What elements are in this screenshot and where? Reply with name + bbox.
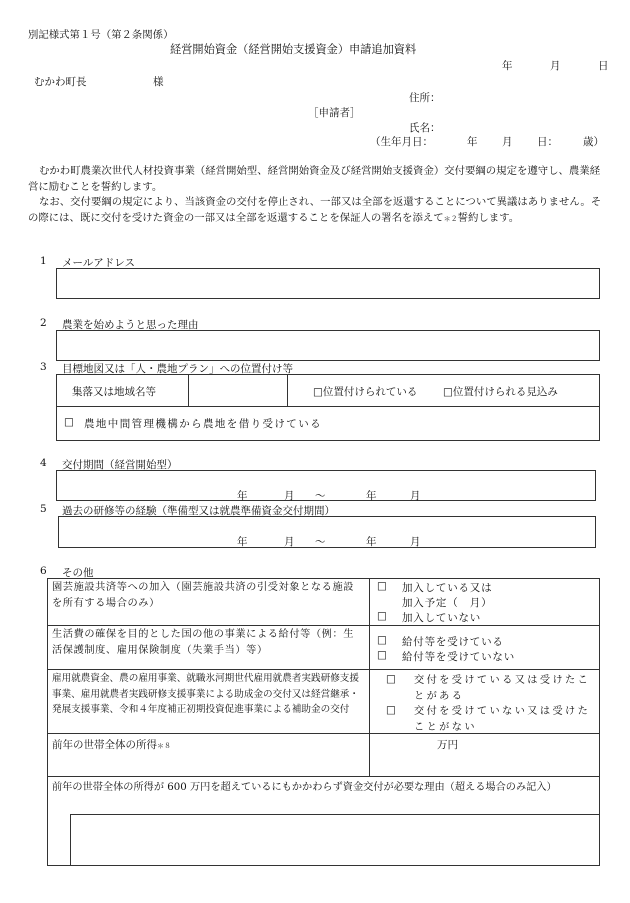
area-name-field[interactable] bbox=[192, 384, 284, 402]
row2-opt2-label: 給付等を受けていない bbox=[402, 651, 515, 663]
birth-month: 月 bbox=[502, 136, 513, 148]
training-to-month: 月 bbox=[410, 536, 421, 548]
date-day: 日 bbox=[598, 60, 609, 72]
row1-opt1b-label: 加入予定（ 月） bbox=[402, 597, 493, 609]
section-2-label: 農業を始めようと思った理由 bbox=[62, 319, 199, 331]
form-number: 別記様式第１号（第２条関係） bbox=[28, 29, 174, 41]
date-year: 年 bbox=[502, 60, 513, 72]
applicant-label: ［申請者］ bbox=[308, 107, 361, 119]
section-5-label: 過去の研修等の経験（準備型又は就農準備資金交付期間） bbox=[62, 505, 335, 517]
row3-opt1-checkbox[interactable]: □ bbox=[386, 673, 396, 685]
training-from-year: 年 bbox=[237, 536, 248, 548]
row2-opt1-label: 給付等を受けている bbox=[402, 636, 504, 648]
birth-age: 歳） bbox=[583, 136, 604, 148]
section-4-number: 4 bbox=[40, 457, 47, 469]
row3-opt1-label: 交付を受けている又は受けたことがある bbox=[414, 675, 591, 702]
row2-question: 生活費の確保を目的とした国の他の事業による給付等（例：生活保護制度、雇用保険制度（失業手当）等） bbox=[52, 629, 355, 656]
row2-opt1-checkbox[interactable]: □ bbox=[377, 634, 387, 646]
grant-period-field[interactable] bbox=[56, 470, 596, 501]
address-label: 住所： bbox=[409, 92, 441, 104]
section-2-number: 2 bbox=[40, 317, 47, 329]
footnote-mark: ＊８ bbox=[157, 742, 171, 750]
training-period-field[interactable] bbox=[58, 516, 596, 548]
section-6-label: その他 bbox=[62, 567, 94, 579]
section-3-label: 目標地図又は「人・農地プラン」への位置付け等 bbox=[62, 363, 293, 375]
document-title: 経営開始資金（経営開始支援資金）申請追加資料 bbox=[170, 43, 417, 56]
grant-tilde: ～ bbox=[315, 490, 326, 502]
reason-field[interactable] bbox=[56, 330, 600, 361]
row3-question: 雇用就農資金、農の雇用事業、就職氷河期世代雇用就農者実践研修支援事業、雇用就農者実践研修支援事業による助成金の交付又は経営継承・発展支援事業、令和４年度補正初期投資促進事業による補助金の交付 bbox=[52, 673, 359, 715]
training-from-month: 月 bbox=[284, 536, 295, 548]
row1-opt2-label: 加入していない bbox=[402, 612, 482, 624]
honorific: 様 bbox=[153, 76, 164, 88]
section-1-number: 1 bbox=[40, 255, 47, 267]
training-to-year: 年 bbox=[366, 536, 377, 548]
birth-year: 年 bbox=[467, 136, 478, 148]
addressee: むかわ町長 bbox=[34, 76, 87, 88]
birth-day: 日： bbox=[537, 136, 558, 148]
row1-opt1-label: 加入している又は bbox=[402, 582, 493, 594]
row1-opt1-checkbox[interactable]: □ bbox=[377, 580, 387, 592]
household-income-label: 前年の世帯全体の所得＊８ bbox=[52, 739, 171, 751]
grant-from-year: 年 bbox=[237, 490, 248, 502]
training-tilde: ～ bbox=[315, 536, 326, 548]
expected-checkbox[interactable]: □位置付けられる見込み bbox=[443, 386, 558, 398]
table-divider bbox=[47, 776, 600, 777]
reason-over-600-label: 前年の世帯全体の所得が 600 万円を超えているにもかかわらず資金交付が必要な理由（超える場合のみ記入） bbox=[52, 782, 557, 793]
area-name-label: 集落又は地域名等 bbox=[72, 386, 156, 398]
grant-to-month: 月 bbox=[410, 490, 421, 502]
row1-question: 園芸施設共済等への加入（園芸施設共済の引受対象となる施設を所有する場合のみ） bbox=[52, 582, 355, 609]
section-5-number: 5 bbox=[40, 503, 47, 515]
email-field[interactable] bbox=[56, 268, 600, 299]
section-3-number: 3 bbox=[40, 361, 47, 373]
household-income-unit: 万円 bbox=[437, 739, 458, 751]
section-4-label: 交付期間（経営開始型） bbox=[62, 459, 178, 471]
date-month: 月 bbox=[550, 60, 561, 72]
table-divider bbox=[369, 578, 370, 776]
table-divider bbox=[188, 374, 189, 406]
row2-opt2-checkbox[interactable]: □ bbox=[377, 649, 387, 661]
reason-over-600-field[interactable] bbox=[70, 814, 600, 866]
section-1-label: メールアドレス bbox=[62, 257, 135, 269]
table-divider bbox=[47, 625, 600, 626]
table-divider bbox=[47, 669, 600, 670]
positioned-checkbox[interactable]: □位置付けられている bbox=[313, 386, 418, 398]
birth-label: （生年月日： bbox=[370, 136, 433, 148]
row3-opt2-checkbox[interactable]: □ bbox=[386, 704, 396, 716]
intro-paragraph-2: なお、交付要綱の規定により、当該資金の交付を停止され、一部又は全部を返還することについて異議はありません。その際には、既に交付を受けた資金の一部又は全部を返還することを保証人の署名を添えて＊２誓約します。 bbox=[28, 196, 602, 224]
row1-opt2-checkbox[interactable]: □ bbox=[377, 610, 387, 622]
footnote-mark: ＊２ bbox=[443, 214, 458, 223]
lease-checkbox[interactable]: □ bbox=[64, 416, 74, 428]
intro-paragraph-1: むかわ町農業次世代人材投資事業（経営開始型、経営開始資金及び経営開始支援資金）交付要綱の規定を遵守し、農業経営に励むことを誓約します。 bbox=[28, 165, 601, 193]
grant-to-year: 年 bbox=[366, 490, 377, 502]
table-divider bbox=[56, 406, 600, 407]
row3-opt2-label: 交付を受けていない又は受けたことがない bbox=[414, 706, 591, 733]
grant-from-month: 月 bbox=[284, 490, 295, 502]
table-divider bbox=[287, 374, 288, 406]
section-6-number: 6 bbox=[40, 565, 47, 577]
household-income-field[interactable] bbox=[372, 736, 432, 772]
name-label: 氏名： bbox=[409, 122, 441, 134]
lease-label: 農地中間管理機構から農地を借り受けている bbox=[84, 418, 322, 430]
